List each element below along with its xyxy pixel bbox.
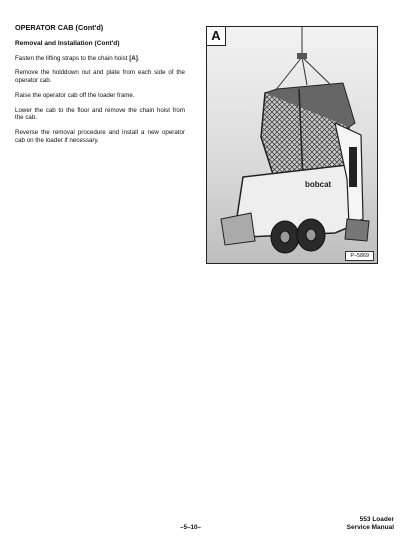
step-5: Reverse the removal procedure and install a new operator cab on the loader if necessary. [15, 129, 185, 144]
step-4: Lower the cab to the floor and remove the chain hoist from the cab. [15, 106, 185, 122]
page-number: –5–10– [180, 524, 202, 531]
figure-a [206, 26, 378, 264]
instructions-column [15, 24, 185, 152]
loader-photo [207, 27, 378, 264]
manual-title [347, 516, 394, 532]
step-3: Raise the operator cab off the loader frame. [15, 91, 135, 99]
figure-code: P–5869 [345, 251, 374, 261]
figure-reference: [A] [129, 54, 138, 62]
step-2: Remove the holddown nut and plate from each side of the operator cab. [15, 69, 185, 85]
model-name: 553 Loader [359, 516, 394, 523]
brand-text: bobcat [305, 180, 332, 189]
step-1: Fasten the lifting straps to the chain hoist [A]. [15, 54, 140, 62]
subsection-title: Removal and Installation (Cont'd) [15, 39, 120, 47]
section-title: OPERATOR CAB (Cont'd) [15, 23, 104, 32]
manual-name: Service Manual [346, 523, 394, 531]
figure-letter: A [207, 27, 226, 46]
